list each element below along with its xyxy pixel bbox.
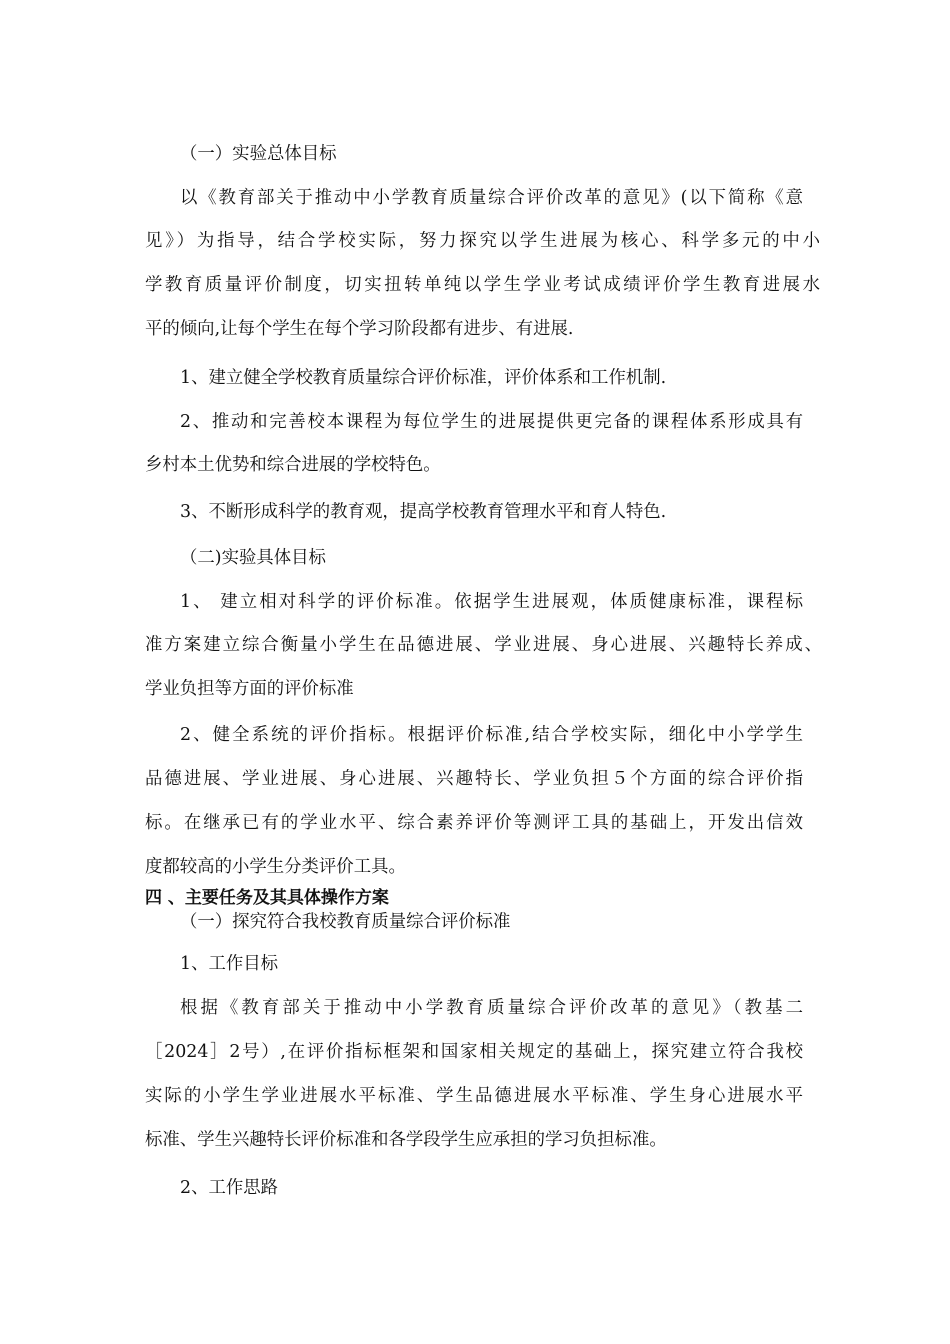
list-item: 2、推动和完善校本课程为每位学生的进展提供更完备的课程体系形成具有	[180, 412, 803, 432]
heading-experiment-overall-goals: （一）实验总体目标	[180, 144, 337, 164]
paragraph-line: 学教育质量评价制度，切实扭转单纯以学生学业考试成绩评价学生教育进展水	[145, 275, 820, 295]
paragraph-line: 度都较高的小学生分类评价工具。	[145, 857, 406, 877]
paragraph-line: 平的倾向,让每个学生在每个学习阶段都有进步、有进展.	[145, 319, 574, 339]
paragraph-line: 乡村本土优势和综合进展的学校特色。	[145, 455, 441, 475]
paragraph-line: 以《教育部关于推动中小学教育质量综合评价改革的意见》(以下简称《意	[180, 188, 803, 208]
list-item: 1、建立健全学校教育质量综合评价标准，评价体系和工作机制.	[180, 368, 667, 388]
paragraph-line: 见》）为指导，结合学校实际，努力探究以学生进展为核心、科学多元的中小	[145, 231, 820, 251]
list-item: 3、不断形成科学的教育观，提高学校教育管理水平和育人特色.	[180, 502, 667, 522]
paragraph-line: 准方案建立综合衡量小学生在品德进展、学业进展、身心进展、兴趣特长养成、	[145, 635, 822, 655]
list-item: 2、健全系统的评价指标。根据评价标准,结合学校实际，细化中小学学生	[180, 725, 803, 745]
subheading-evaluation-standards: （一）探究符合我校教育质量综合评价标准	[180, 912, 511, 932]
paragraph-line: 根据《教育部关于推动中小学教育质量综合评价改革的意见》（教基二	[180, 998, 803, 1018]
heading-experiment-specific-goals: （二)实验具体目标	[180, 548, 326, 568]
paragraph-line: ［2024］2号）,在评价指标框架和国家相关规定的基础上，探究建立符合我校	[145, 1042, 803, 1062]
paragraph-line: 实际的小学生学业进展水平标准、学生品德进展水平标准、学生身心进展水平	[145, 1086, 803, 1106]
list-item: 1、工作目标	[180, 954, 279, 974]
section-heading-main-tasks: 四 、主要任务及其具体操作方案	[145, 888, 389, 908]
paragraph-line: 标。在继承已有的学业水平、综合素养评价等测评工具的基础上，开发出信效	[145, 813, 803, 833]
paragraph-line: 学业负担等方面的评价标准	[145, 679, 354, 699]
paragraph-line: 品德进展、学业进展、身心进展、兴趣特长、学业负担５个方面的综合评价指	[145, 769, 803, 789]
paragraph-line: 标准、学生兴趣特长评价标准和各学段学生应承担的学习负担标准。	[145, 1130, 667, 1150]
list-item: 2、工作思路	[180, 1178, 279, 1198]
list-item: 1、 建立相对科学的评价标准。依据学生进展观，体质健康标准，课程标	[180, 592, 803, 612]
